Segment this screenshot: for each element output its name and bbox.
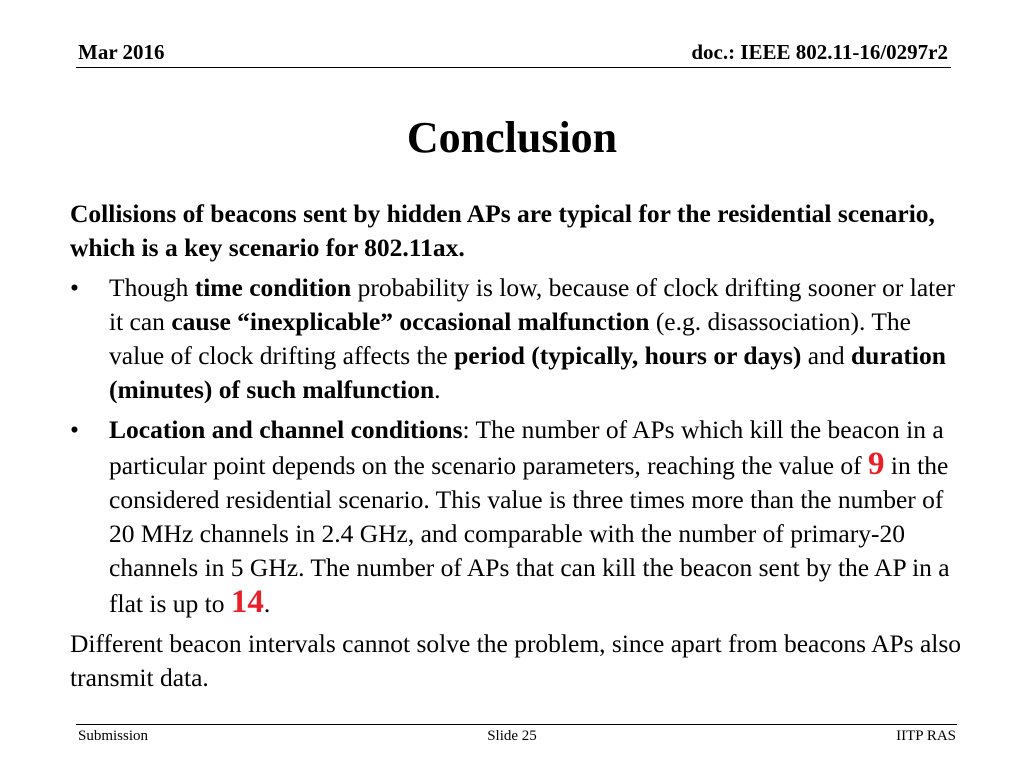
highlight-number-14: 14 — [230, 584, 264, 620]
lead-paragraph: Collisions of beacons sent by hidden APs are typical for the residential scenario, which is a key scenario for 802.11ax. — [70, 199, 935, 262]
slide-title: Conclusion — [406, 113, 618, 162]
bullet1-text-5: . — [434, 375, 441, 404]
header-divider — [76, 67, 951, 68]
bullet1-bold-3: period (typically, hours or days) — [454, 341, 802, 370]
footer-submission: Submission — [78, 728, 149, 744]
bullet1-text-4: and — [801, 341, 851, 370]
bullet1-text-1: Though — [109, 273, 195, 302]
footer-divider — [76, 724, 957, 725]
bullet1-bold-2: cause “inexplicable” occasional malfunction — [171, 307, 650, 336]
closing-paragraph: Different beacon intervals cannot solve the problem, since apart from beacons APs also transmit data. — [70, 629, 962, 692]
bullet-time-condition — [70, 271, 970, 407]
bullet2-text-2: in the considered residential scenario. This value is three times more than the number of 20 MHz channels in 2.4 GHz, and comparable with the number of primary-20 channels in 5 GHz. The number of APs that can kill the beacon sent by the AP in a flat is up to — [109, 451, 950, 618]
bullet2-text-1: : The number of APs which kill the beacon in a particular point depends on the scenario parameters, reaching the value of — [109, 415, 944, 480]
highlight-number-9: 9 — [868, 446, 885, 482]
footer-organization: IITP RAS — [896, 728, 956, 744]
footer-slide-number: Slide 25 — [487, 728, 537, 744]
header-doc-id: doc.: IEEE 802.11-16/0297r2 — [691, 40, 948, 64]
bullet2-bold-1: Location and channel conditions — [109, 415, 463, 444]
bullet2-text-3: . — [263, 589, 271, 618]
header-date: Mar 2016 — [78, 40, 165, 64]
bullet-location-channel — [70, 413, 970, 621]
bullet1-text-3: (e.g. disassociation). The value of clock drifting affects the — [109, 307, 911, 370]
bullet1-bold-4: duration (minutes) of such malfunction — [109, 341, 946, 404]
bullet1-bold-1: time condition — [194, 273, 352, 302]
slide-body — [70, 197, 970, 695]
bullet1-text-2: probability is low, because of clock drifting sooner or later it can — [109, 273, 956, 336]
